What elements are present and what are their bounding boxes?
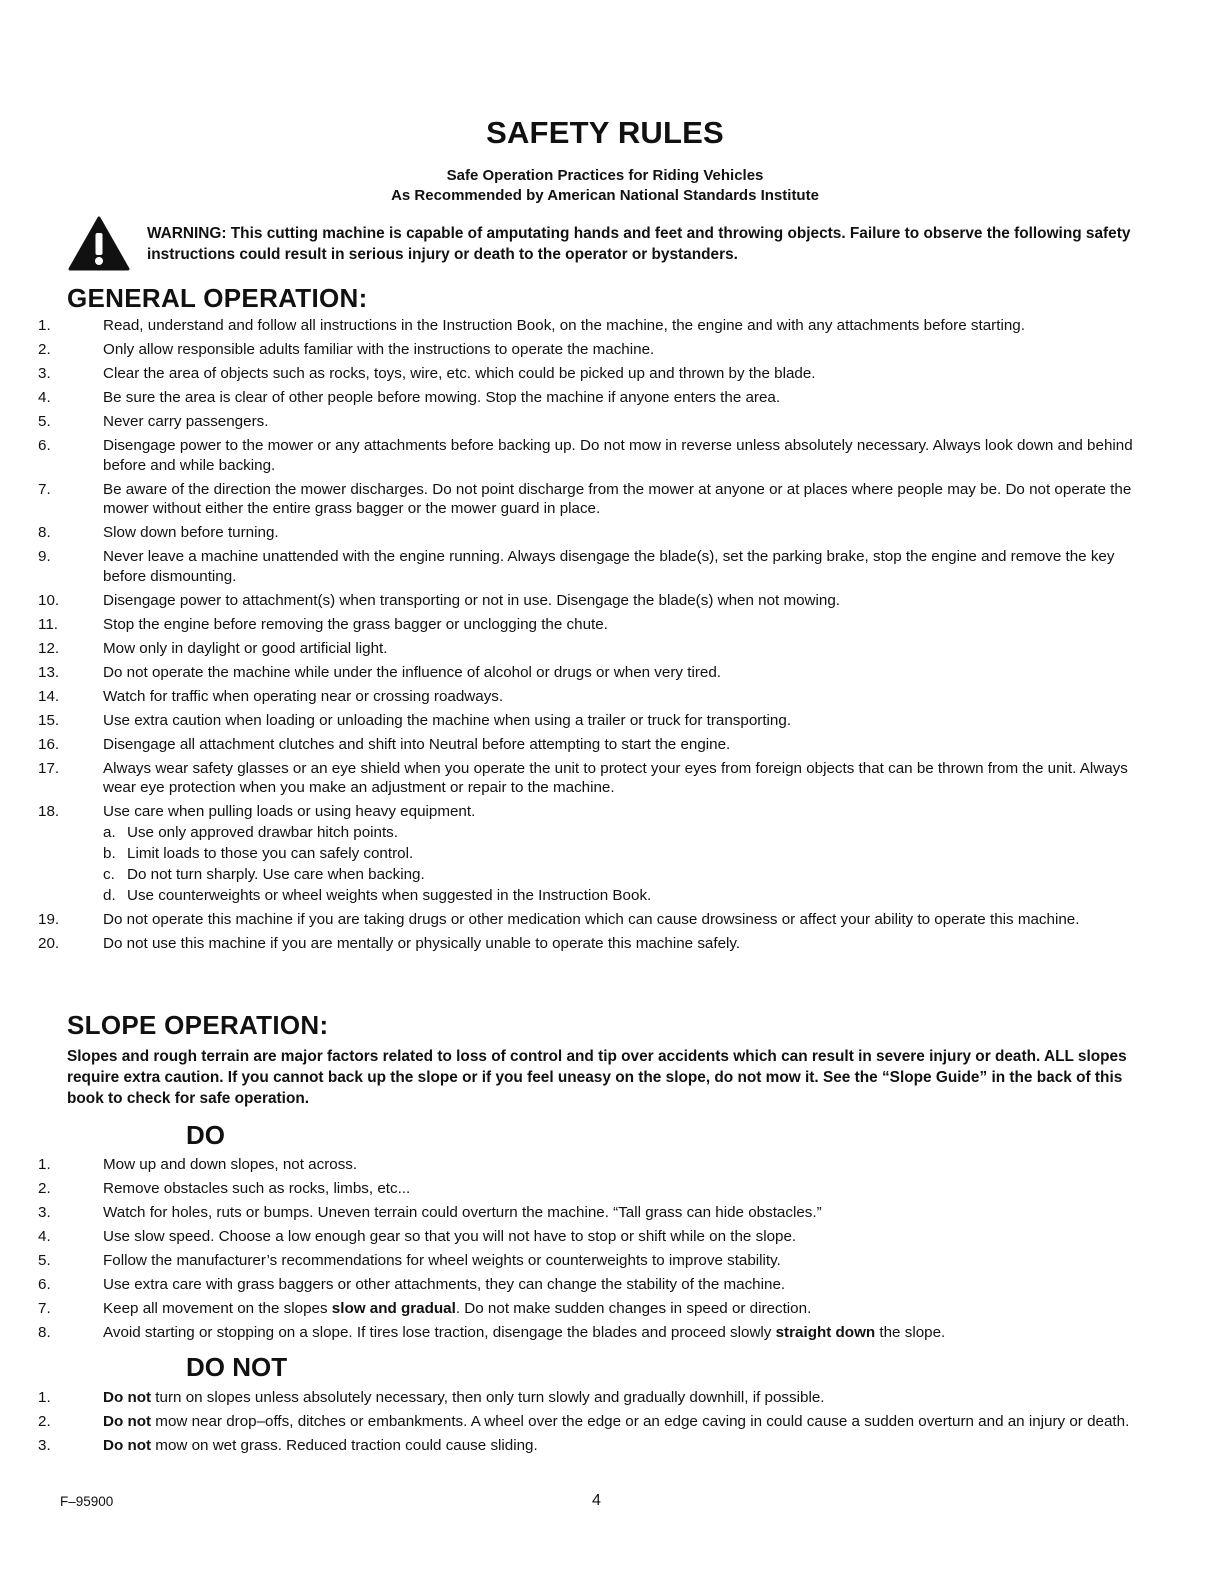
item-emphasis: straight down [775,1324,876,1341]
item-number: 4. [38,389,51,406]
item-number: 6. [38,437,51,454]
item-text: . Do not make sudden changes in speed or direction. [455,1300,812,1317]
list-item [0,639,1160,659]
item-number: 2. [38,1180,51,1197]
list-item [0,340,1160,360]
page-title: SAFETY RULES [486,115,724,150]
document-code: F–95900 [60,1494,114,1509]
list-item [0,1251,1160,1271]
item-number: 9. [38,548,51,565]
item-text: Stop the engine before removing the grass bagger or unclogging the chute. [103,615,608,633]
item-text: Watch for holes, ruts or bumps. Uneven terrain could overturn the machine. “Tall grass can hide obstacles.” [103,1204,822,1221]
item-text: Be sure the area is clear of other people before mowing. Stop the machine if anyone enters the area. [103,389,781,406]
sub-item-text: Use counterweights or wheel weights when suggested in the Instruction Book. [127,887,652,904]
subtitle-line-2: As Recommended by American National Standards Institute [391,187,819,204]
item-text: Avoid starting or stopping on a slope. If tires lose traction, disengage the blades and proceed slowly [103,1324,776,1341]
item-number: 15. [38,711,60,729]
item-number: 20. [38,935,60,952]
item-number: 8. [38,524,51,541]
item-emphasis: slow and gradual [331,1300,456,1317]
item-number: 2. [38,341,51,358]
item-text: Clear the area of objects such as rocks, toys, wire, etc. which could be picked up and thrown by the blade. [103,365,816,382]
item-text: Mow only in daylight or good artificial light. [103,639,388,657]
page-subtitle [0,166,1210,206]
item-number: 1. [38,1389,51,1406]
list-item [0,1323,1160,1343]
do-not-heading: DO NOT [186,1352,288,1382]
item-text: Use extra caution when loading or unloading the machine when using a trailer or truck for transporting. [103,711,792,729]
item-number: 14. [38,687,60,705]
item-number: 16. [38,735,60,753]
item-number: 1. [38,317,51,334]
list-item [0,436,1160,475]
item-text: Only allow responsible adults familiar with the instructions to operate the machine. [103,341,655,358]
do-not-list [0,1388,1160,1460]
item-emphasis: Do not [103,1437,152,1454]
item-text: Use slow speed. Choose a low enough gear so that you will not have to stop or shift while on the slope. [103,1228,797,1245]
sub-item-letter: c. [103,866,115,883]
list-item [0,1179,1160,1199]
item-text: Always wear safety glasses or an eye shield when you operate the unit to protect your eyes from foreign objects that can be thrown from the unit. Always wear eye protection when you make an adjustment or repair to the machine. [103,759,1128,796]
sub-list-item [103,886,1160,906]
sub-list-item [103,865,1160,885]
list-item [0,364,1160,384]
item-number: 3. [38,365,51,382]
slope-intro: Slopes and rough terrain are major factors related to loss of control and tip over accidents which can result in severe injury or death. ALL slopes require extra caution. If you cannot back up the slope or if you feel uneasy on the slope, do not mow it. See the “Slope Guide” in the back of this book to check for safe operation. [67,1048,1127,1107]
item-number: 1. [38,1156,51,1173]
item-number: 6. [38,1276,51,1293]
item-text: Use extra care with grass baggers or other attachments, they can change the stability of the machine. [103,1276,786,1293]
warning-text: WARNING: This cutting machine is capable of amputating hands and feet and throwing objects. Failure to observe the following safety instructions could result in serious injury or death to the operator or bystanders. [147,225,1131,263]
sub-item-letter: b. [103,845,116,862]
sub-list [103,823,1160,906]
list-item [0,759,1160,798]
item-text: Disengage power to the mower or any attachments before backing up. Do not mow in reverse unless absolutely necessary. Always look down and behind before and while backing. [103,437,1133,474]
list-item [0,663,1160,683]
item-emphasis: Do not [103,1389,152,1406]
list-item [0,388,1160,408]
item-text: Never leave a machine unattended with the engine running. Always disengage the blade(s), set the parking brake, stop the engine and remove the key before dismounting. [103,548,1115,585]
item-text: turn on slopes unless absolutely necessary, then only turn slowly and gradually downhill, if possible. [151,1389,825,1406]
general-operation-list [0,316,1160,958]
item-number: 19. [38,911,60,928]
do-heading: DO [186,1120,225,1150]
item-text: mow on wet grass. Reduced traction could cause sliding. [151,1437,538,1454]
list-item [0,412,1160,432]
item-number: 12. [38,639,60,657]
item-text: Be aware of the direction the mower discharges. Do not point discharge from the mower at anyone or at places where people may be. Do not operate the mower without either the entire grass bagger or the mower guard in place. [103,480,1132,517]
item-text: Do not operate this machine if you are taking drugs or other medication which can cause drowsiness or affect your ability to operate this machine. [103,911,1080,928]
warning-triangle-icon [68,216,130,271]
sub-item-text: Do not turn sharply. Use care when backing. [127,866,425,883]
item-number: 3. [38,1437,51,1454]
page-number: 4 [592,1492,601,1509]
sub-item-text: Use only approved drawbar hitch points. [127,824,398,841]
item-text: Read, understand and follow all instructions in the Instruction Book, on the machine, the engine and with any attachments before starting. [103,317,1025,334]
list-item [0,934,1160,954]
item-number: 3. [38,1204,51,1221]
list-item [0,1299,1160,1319]
sub-item-text: Limit loads to those you can safely control. [127,845,414,862]
subtitle-line-1: Safe Operation Practices for Riding Vehicles [446,167,764,184]
list-item [0,1275,1160,1295]
item-emphasis: Do not [103,1413,152,1430]
list-item [0,316,1160,336]
list-item [0,1203,1160,1223]
sub-item-letter: a. [103,824,116,841]
item-number: 5. [38,413,51,430]
item-number: 11. [38,615,58,633]
sub-list-item [103,844,1160,864]
item-number: 17. [38,759,60,777]
item-text: Watch for traffic when operating near or crossing roadways. [103,687,504,705]
list-item [0,735,1160,755]
item-number: 18. [38,803,60,820]
item-text: Do not use this machine if you are mentally or physically unable to operate this machine safely. [103,935,741,952]
item-number: 4. [38,1228,51,1245]
item-text: Remove obstacles such as rocks, limbs, etc... [103,1180,411,1197]
list-item [0,615,1160,635]
list-item [0,591,1160,611]
sub-list-item [103,823,1160,843]
list-item [0,802,1160,906]
item-text: mow near drop–offs, ditches or embankments. A wheel over the edge or an edge caving in could cause a sudden overturn and an injury or death. [151,1413,1130,1430]
list-item [0,1388,1160,1408]
item-text: Disengage power to attachment(s) when transporting or not in use. Disengage the blade(s) when not mowing. [103,591,841,609]
item-text: Follow the manufacturer’s recommendations for wheel weights or counterweights to improve stability. [103,1252,781,1269]
item-number: 7. [38,1300,51,1317]
list-item [0,1412,1160,1432]
item-number: 5. [38,1252,51,1269]
list-item [0,480,1160,519]
item-number: 13. [38,663,60,681]
item-number: 10. [38,591,60,609]
do-list [0,1155,1160,1347]
general-operation-heading: GENERAL OPERATION: [67,283,368,313]
item-number: 7. [38,480,51,498]
list-item [0,1155,1160,1175]
list-item [0,1436,1160,1456]
item-text: Use care when pulling loads or using heavy equipment. [103,803,476,820]
item-text: Keep all movement on the slopes [103,1300,332,1317]
sub-item-letter: d. [103,887,116,904]
list-item [0,523,1160,543]
slope-operation-heading: SLOPE OPERATION: [67,1010,329,1040]
item-text: the slope. [875,1324,946,1341]
item-number: 2. [38,1413,51,1430]
list-item [0,1227,1160,1247]
item-text: Do not operate the machine while under the influence of alcohol or drugs or when very tired. [103,663,721,681]
item-number: 8. [38,1324,51,1341]
list-item [0,910,1160,930]
list-item [0,687,1160,707]
item-text: Disengage all attachment clutches and shift into Neutral before attempting to start the engine. [103,735,731,753]
item-text: Never carry passengers. [103,413,269,430]
item-text: Mow up and down slopes, not across. [103,1156,358,1173]
list-item [0,547,1160,586]
item-text: Slow down before turning. [103,524,279,541]
list-item [0,711,1160,731]
